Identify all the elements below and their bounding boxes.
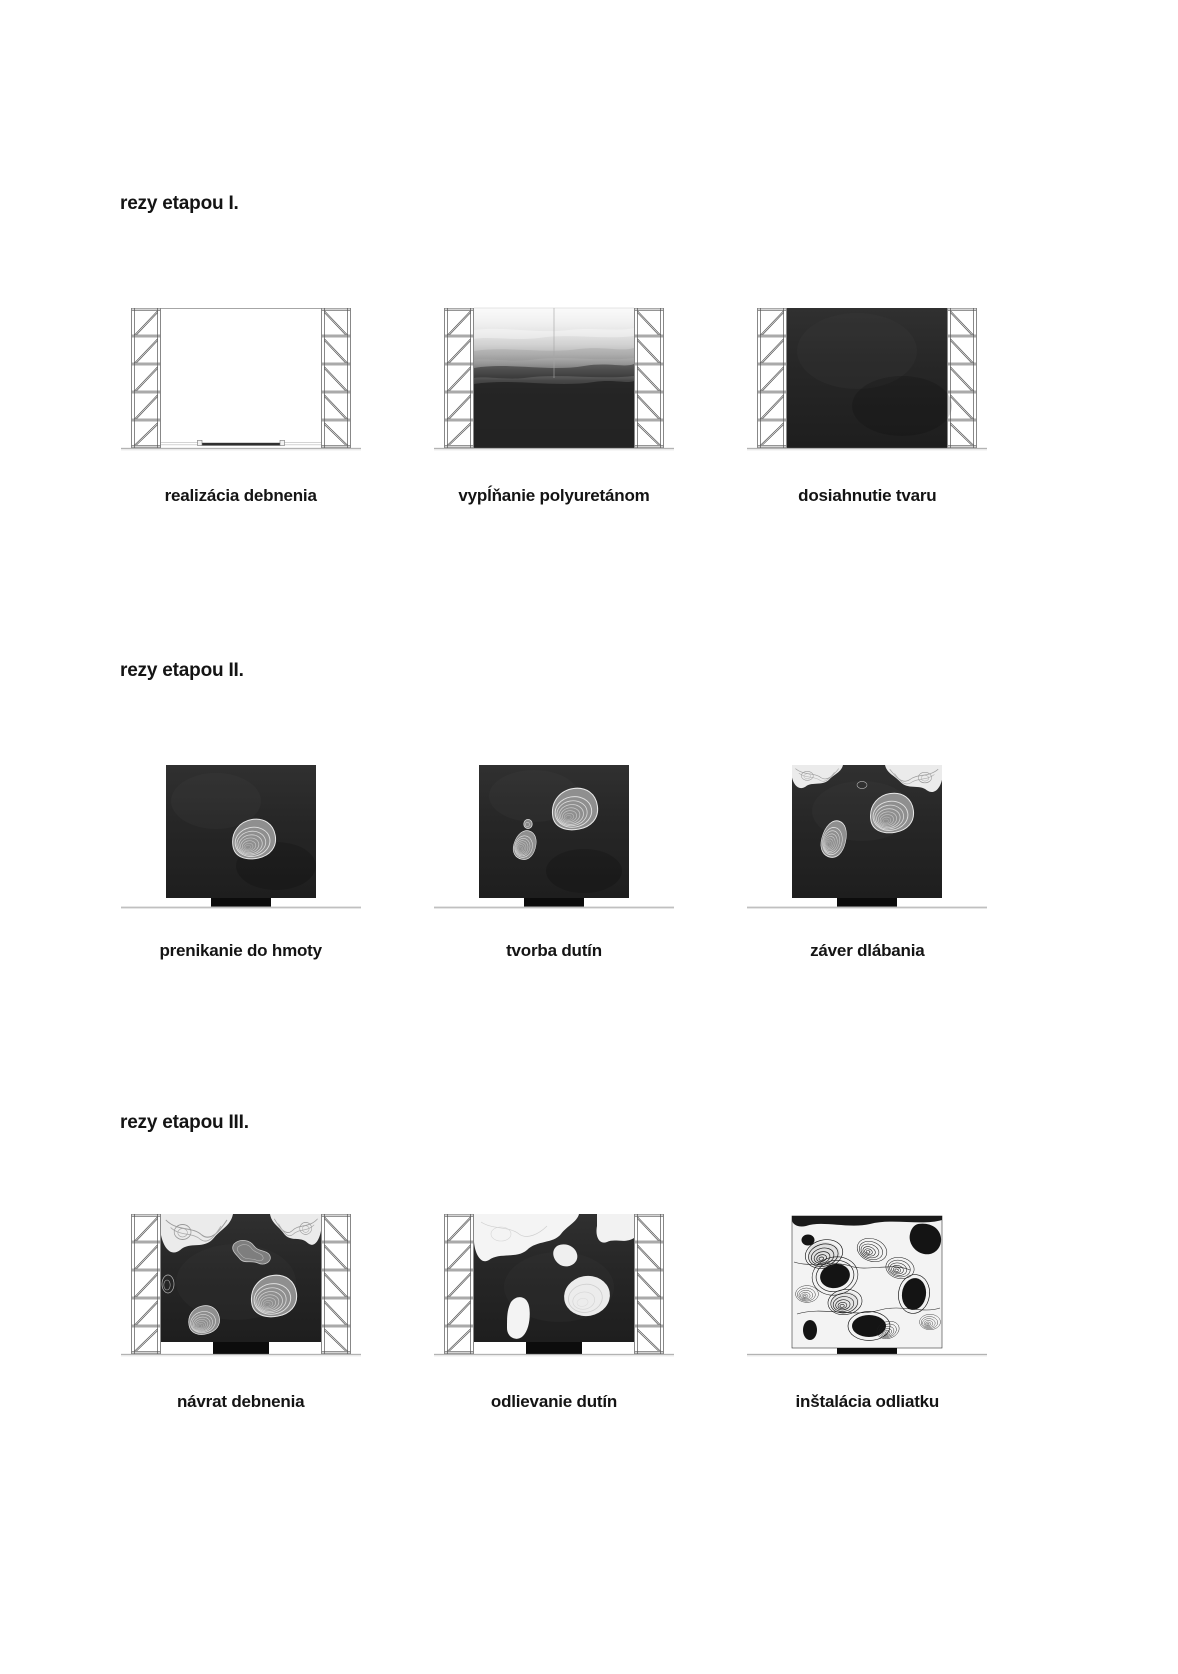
stage-heading-3: rezy etapou III.: [120, 1112, 249, 1133]
formwork-empty-diagram: [116, 296, 366, 466]
figure-caption: vypĺňanie polyuretánom: [458, 486, 650, 505]
figure-caption: dosiahnutie tvaru: [798, 486, 937, 505]
foam-filling-diagram: [429, 296, 679, 466]
figure-row-3: [84, 1202, 1024, 1412]
stage-heading-2: rezy etapou II.: [120, 660, 244, 681]
figure-tvorba-dutin: [397, 751, 710, 961]
figure-realizacia-debnenia: [84, 296, 397, 506]
cavity-casting-diagram: [429, 1202, 679, 1372]
figure-zaver-dlabania: [711, 751, 1024, 961]
shape-achieved-diagram: [742, 296, 992, 466]
figure-caption: tvorba dutín: [506, 941, 602, 960]
figure-vyplnanie-polyuretanom: [397, 296, 710, 506]
mass-penetration-diagram: [116, 751, 366, 921]
figure-caption: návrat debnenia: [176, 1392, 305, 1411]
cavity-forming-diagram: [429, 751, 679, 921]
figure-caption: realizácia debnenia: [164, 486, 317, 505]
carving-final-diagram: [742, 751, 992, 921]
figure-navrat-debnenia: [84, 1202, 397, 1412]
figure-caption: záver dlábania: [810, 941, 925, 960]
figure-instalacia-odliatku: [711, 1202, 1024, 1412]
figure-caption: odlievanie dutín: [490, 1392, 618, 1411]
cast-installation-diagram: [742, 1202, 992, 1372]
formwork-return-diagram: [116, 1202, 366, 1372]
figure-caption: inštalácia odliatku: [795, 1392, 940, 1411]
figure-dosiahnutie-tvaru: [711, 296, 1024, 506]
figure-caption: prenikanie do hmoty: [159, 941, 322, 960]
stage-heading-1: rezy etapou I.: [120, 193, 239, 214]
figure-prenikanie-do-hmoty: [84, 751, 397, 961]
figure-row-1: [84, 296, 1024, 506]
figure-row-2: [84, 751, 1024, 961]
figure-odlievanie-dutin: [397, 1202, 710, 1412]
